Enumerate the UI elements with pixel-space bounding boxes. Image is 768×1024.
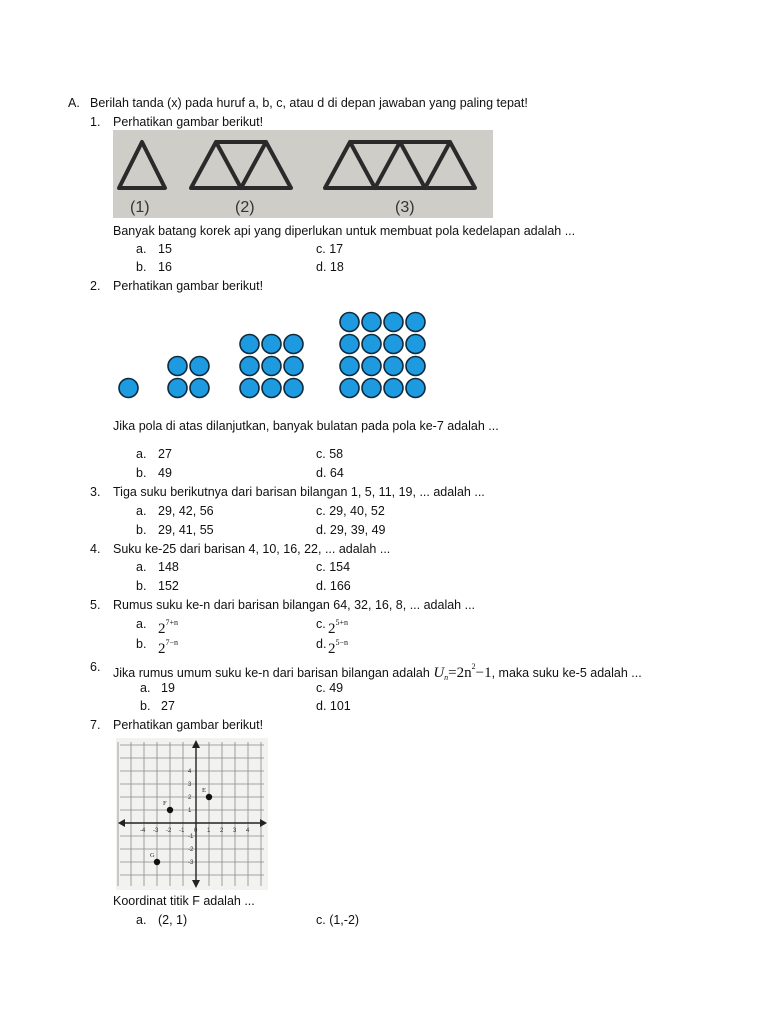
point-f <box>167 807 173 813</box>
option-label: d. <box>316 637 327 651</box>
pattern-dot <box>340 379 359 398</box>
q5-option-a[interactable]: $2^{7+n}$ <box>158 618 179 637</box>
pattern-dot <box>384 313 403 332</box>
pattern-dot <box>340 357 359 376</box>
q2-number: 2. <box>90 279 101 293</box>
pattern-dot <box>384 379 403 398</box>
pattern-dot <box>340 313 359 332</box>
option-label: b. <box>140 699 151 713</box>
dot-pattern-4 <box>340 313 425 398</box>
dot-pattern-2 <box>168 357 209 398</box>
y-tick-label: -3 <box>188 860 194 866</box>
q4-option-a[interactable]: 148 <box>158 560 179 574</box>
pattern-dot <box>284 357 303 376</box>
q5-number: 5. <box>90 598 101 612</box>
option-label: b. <box>136 523 147 537</box>
option-label: a. <box>136 913 147 927</box>
pattern-dot <box>119 379 138 398</box>
q2-option-a[interactable]: 27 <box>158 447 172 461</box>
x-tick-label: -4 <box>140 828 146 834</box>
q3-option-b[interactable]: 29, 41, 55 <box>158 523 214 537</box>
point-label: G <box>150 852 155 859</box>
matchstick-triangles-image <box>113 130 493 218</box>
pattern-dot <box>406 379 425 398</box>
pattern-dot <box>406 357 425 376</box>
pattern-dot <box>240 357 259 376</box>
option-label: a. <box>136 447 147 461</box>
option-label: a. <box>136 242 147 256</box>
q1-option-b[interactable]: 16 <box>158 260 172 274</box>
point-e <box>206 794 212 800</box>
x-tick-label: -1 <box>179 828 185 834</box>
matchstick-triangles-figure <box>113 130 493 218</box>
q7-text: Perhatikan gambar berikut! <box>113 718 264 732</box>
q2-option-d[interactable]: d. 64 <box>316 466 344 480</box>
q1-text: Perhatikan gambar berikut! <box>113 115 264 129</box>
dot-pattern-figure <box>113 308 433 404</box>
point-label: F <box>163 800 167 807</box>
x-tick-label: 1 <box>207 828 211 834</box>
q1-question: Banyak batang korek api yang diperlukan untuk membuat pola kedelapan adalah ... <box>113 224 576 238</box>
y-tick-label: 2 <box>188 795 192 801</box>
q5-option-c[interactable]: $2^{5+n}$ <box>328 618 349 637</box>
x-tick-label: 3 <box>233 828 237 834</box>
q3-number: 3. <box>90 485 101 499</box>
pattern-dot <box>384 357 403 376</box>
pattern-dot <box>168 357 187 376</box>
q1-option-d[interactable]: d. 18 <box>316 260 344 274</box>
option-label: b. <box>136 466 147 480</box>
q1-number: 1. <box>90 115 101 129</box>
pattern-dot <box>406 335 425 354</box>
option-label: a. <box>140 681 151 695</box>
grid-background <box>116 738 268 890</box>
y-tick-label: 4 <box>188 769 192 775</box>
q3-option-a[interactable]: 29, 42, 56 <box>158 504 214 518</box>
q7-number: 7. <box>90 718 101 732</box>
pattern-dot <box>168 379 187 398</box>
q3-option-c[interactable]: c. 29, 40, 52 <box>316 504 385 518</box>
section-letter: A. <box>68 96 80 110</box>
option-label: b. <box>136 260 147 274</box>
q2-option-c[interactable]: c. 58 <box>316 447 344 461</box>
pattern-dot <box>362 379 381 398</box>
option-label: b. <box>136 579 147 593</box>
y-tick-label: 1 <box>188 808 192 814</box>
q1-option-c[interactable]: c. 17 <box>316 242 344 256</box>
x-tick-label: 0 <box>194 828 198 834</box>
q2-question: Jika pola di atas dilanjutkan, banyak bulatan pada pola ke-7 adalah ... <box>113 419 499 433</box>
pattern-dot <box>240 335 259 354</box>
q7-question: Koordinat titik F adalah ... <box>113 894 255 908</box>
q5-text: Rumus suku ke-n dari barisan bilangan 64, 32, 16, 8, ... adalah ... <box>113 598 476 612</box>
q2-text: Perhatikan gambar berikut! <box>113 279 264 293</box>
pattern-dot <box>362 313 381 332</box>
q6-formula: $U_n=2n^2-1$ <box>433 662 492 682</box>
pattern-label-1: (1) <box>130 199 150 216</box>
pattern-dot <box>190 357 209 376</box>
point-g <box>154 859 160 865</box>
pattern-dot <box>284 379 303 398</box>
pattern-dot <box>284 335 303 354</box>
pattern-dot <box>340 335 359 354</box>
x-tick-label: -3 <box>153 828 159 834</box>
y-tick-label: -1 <box>188 834 194 840</box>
section-instruction: Berilah tanda (x) pada huruf a, b, c, atau d di depan jawaban yang paling tepat! <box>90 96 528 110</box>
q4-option-c[interactable]: c. 154 <box>316 560 351 574</box>
q6-option-c[interactable]: c. 49 <box>316 681 344 695</box>
x-tick-label: -2 <box>166 828 172 834</box>
pattern-dot <box>362 335 381 354</box>
pattern-dot <box>406 313 425 332</box>
coordinate-grid-figure <box>116 738 268 890</box>
point-label: E <box>202 787 206 794</box>
q1-option-a[interactable]: 15 <box>158 242 172 256</box>
option-label: a. <box>136 504 147 518</box>
q6-number: 6. <box>90 660 101 674</box>
q4-option-b[interactable]: 152 <box>158 579 179 593</box>
option-label: a. <box>136 617 147 631</box>
y-tick-label: -2 <box>188 847 194 853</box>
q5-option-b[interactable]: $2^{7-n}$ <box>158 638 179 657</box>
q3-option-d[interactable]: d. 29, 39, 49 <box>316 523 386 537</box>
q7-option-a[interactable]: (2, 1) <box>158 913 188 927</box>
q6-option-b[interactable]: 27 <box>161 699 175 713</box>
q5-option-d[interactable]: $2^{5-n}$ <box>328 638 349 657</box>
pattern-dot <box>262 379 281 398</box>
q3-text: Tiga suku berikutnya dari barisan bilangan 1, 5, 11, 19, ... adalah ... <box>113 485 485 499</box>
dot-pattern-1 <box>119 379 138 398</box>
pattern-dot <box>384 335 403 354</box>
y-tick-label: 3 <box>188 782 192 788</box>
q7-option-c[interactable]: c. (1,-2) <box>316 913 360 927</box>
pattern-dot <box>262 357 281 376</box>
pattern-label-3: (3) <box>395 199 415 216</box>
option-label: c. <box>316 617 326 631</box>
dot-pattern-3 <box>240 335 303 398</box>
q4-option-d[interactable]: d. 166 <box>316 579 351 593</box>
q4-number: 4. <box>90 542 101 556</box>
q4-text: Suku ke-25 dari barisan 4, 10, 16, 22, ... adalah ... <box>113 542 391 556</box>
pattern-dot <box>190 379 209 398</box>
x-tick-label: 4 <box>246 828 250 834</box>
option-label: a. <box>136 560 147 574</box>
x-tick-label: 2 <box>220 828 224 834</box>
q6-option-d[interactable]: d. 101 <box>316 699 351 713</box>
q6-text: Jika rumus umum suku ke-n dari barisan bilangan adalah $U_n=2n^2-1$, maka suku ke-5 adalah ... <box>113 662 642 682</box>
pattern-label-2: (2) <box>235 199 255 216</box>
pattern-dot <box>362 357 381 376</box>
q2-option-b[interactable]: 49 <box>158 466 172 480</box>
option-label: b. <box>136 637 147 651</box>
pattern-dot <box>240 379 259 398</box>
pattern-dot <box>262 335 281 354</box>
q6-option-a[interactable]: 19 <box>161 681 175 695</box>
